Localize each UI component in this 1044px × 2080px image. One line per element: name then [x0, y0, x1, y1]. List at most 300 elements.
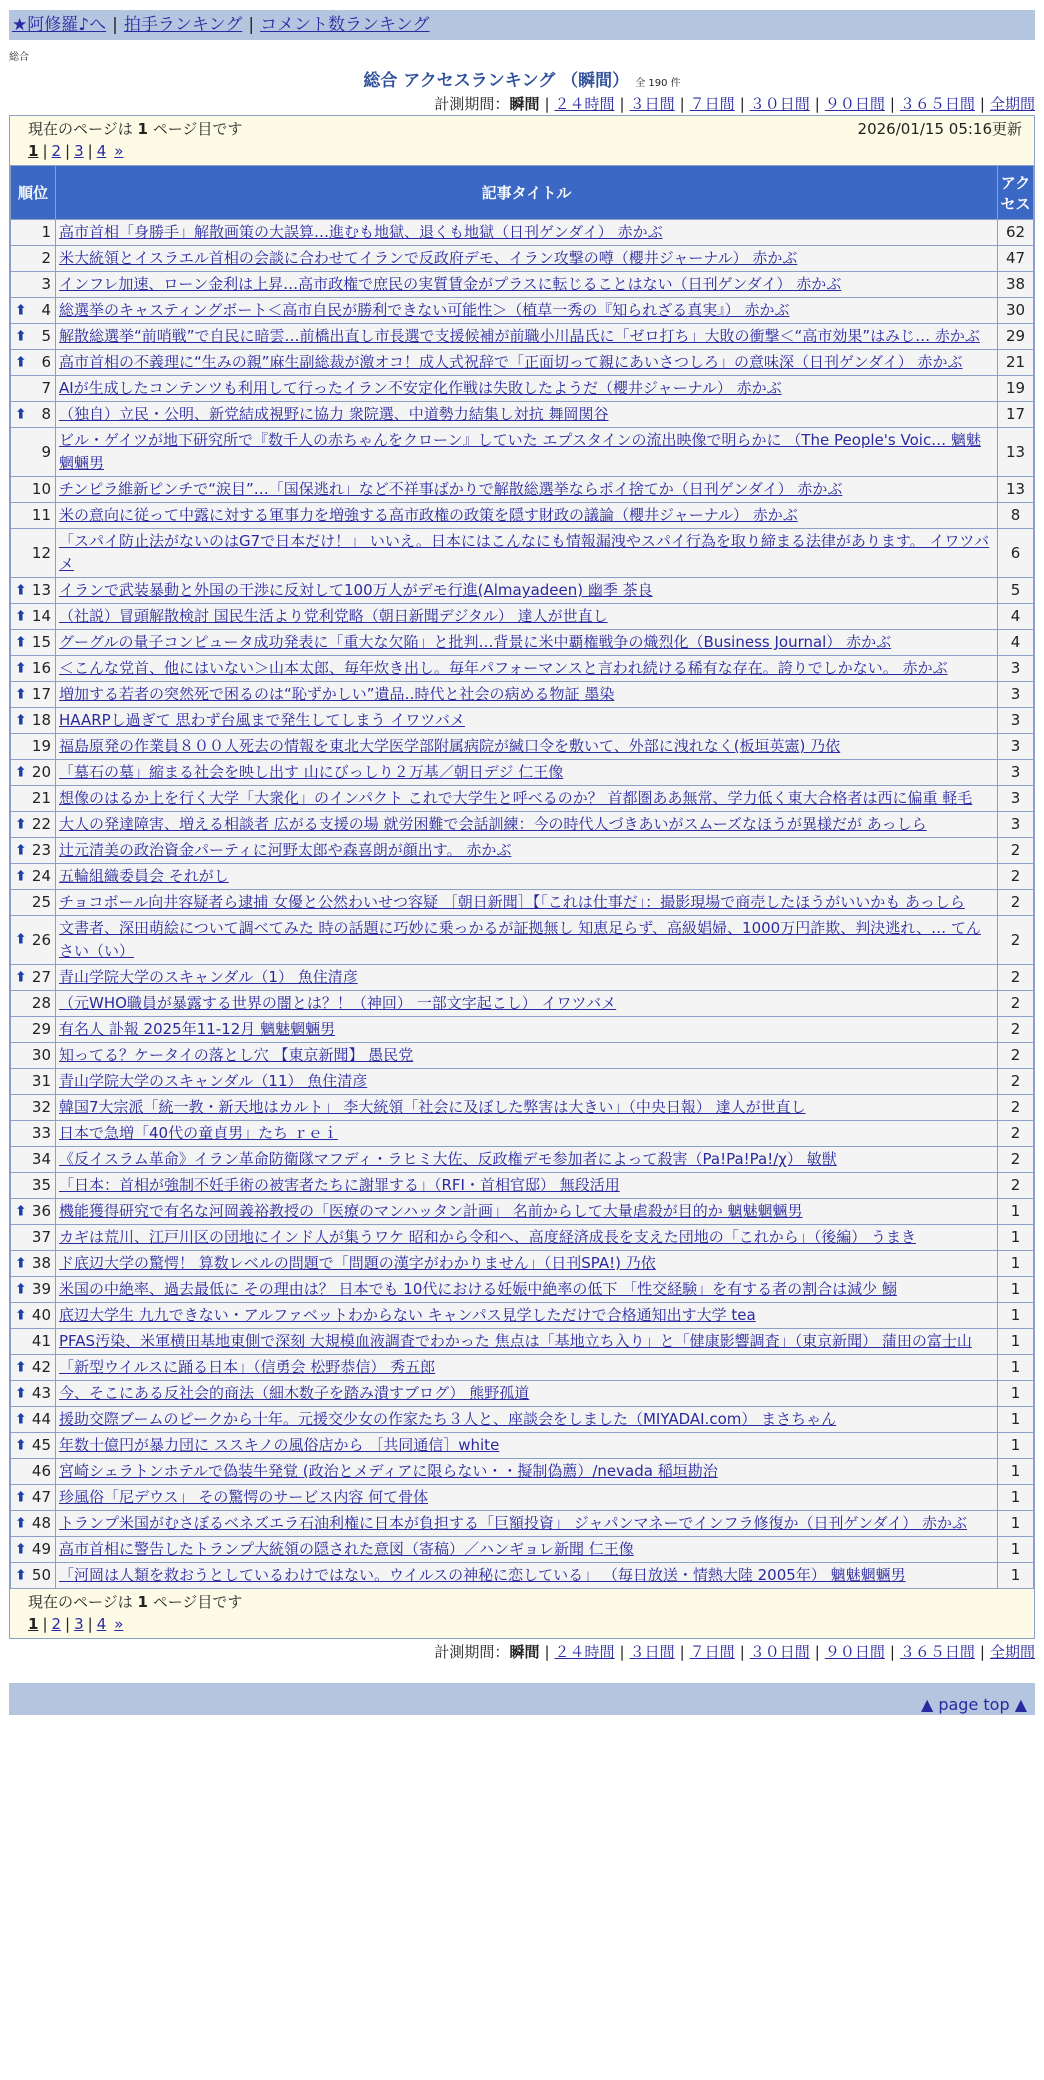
title-cell — [56, 1433, 998, 1459]
rank-cell — [11, 1173, 56, 1199]
title-cell — [56, 1381, 998, 1407]
title-cell — [56, 1069, 998, 1095]
access-count: 29 — [998, 324, 1034, 350]
article-link[interactable]: 宮崎シェラトンホテルで偽装牛発覚 (政治とメディアに限らない・・擬制偽薦）/nevada 稲垣勘治 — [59, 1462, 718, 1480]
period-label: 計測期間： — [434, 1643, 510, 1661]
period-option-link[interactable]: ９０日間 — [824, 1643, 885, 1661]
rank-cell — [11, 760, 56, 786]
period-separator: | — [544, 95, 550, 113]
title-cell — [56, 1329, 998, 1355]
article-link[interactable]: 青山学院大学のスキャンダル（11） 魚住清彦 — [59, 1072, 368, 1090]
pager-top — [10, 116, 1034, 165]
title-cell — [56, 324, 998, 350]
rank-number: 37 — [31, 1228, 51, 1246]
rank-cell — [11, 1329, 56, 1355]
rank-number: 32 — [31, 1098, 51, 1116]
period-option-link[interactable]: 全期間 — [989, 1643, 1035, 1661]
access-count: 2 — [998, 1069, 1034, 1095]
up-arrow-icon: ⬆ — [15, 608, 27, 624]
access-count: 1 — [998, 1199, 1034, 1225]
rank-number: 27 — [31, 968, 51, 986]
rank-number: 50 — [31, 1566, 51, 1584]
table-row — [11, 1251, 1034, 1277]
title-cell — [56, 246, 998, 272]
article-link[interactable]: 辻元清美の政治資金パーティに河野太郎や森喜朗が顔出す。 赤かぶ — [59, 841, 512, 859]
period-separator: | — [544, 1643, 550, 1661]
table-row — [11, 890, 1034, 916]
rank-cell — [11, 1433, 56, 1459]
title-cell — [56, 529, 998, 578]
page-top-link[interactable]: ▲ page top ▲ — [920, 1695, 1027, 1714]
period-label: 計測期間： — [434, 95, 510, 113]
access-count: 62 — [998, 220, 1034, 246]
period-option-link[interactable]: ２４時間 — [554, 95, 615, 113]
table-row — [11, 1043, 1034, 1069]
access-count: 19 — [998, 376, 1034, 402]
up-arrow-icon: ⬆ — [15, 686, 27, 702]
up-arrow-icon: ⬆ — [15, 1385, 27, 1401]
title-cell — [56, 734, 998, 760]
up-arrow-icon: ⬆ — [15, 302, 27, 318]
rank-number: 21 — [31, 789, 51, 807]
access-count: 3 — [998, 708, 1034, 734]
title-cell — [56, 890, 998, 916]
table-row — [11, 402, 1034, 428]
period-separator: | — [739, 1643, 745, 1661]
rank-number: 15 — [31, 633, 51, 651]
title-cell — [56, 656, 998, 682]
rank-cell — [11, 838, 56, 864]
period-separator: | — [979, 1643, 985, 1661]
table-row — [11, 604, 1034, 630]
up-arrow-icon: ⬆ — [15, 1359, 27, 1375]
access-count: 2 — [998, 1147, 1034, 1173]
ranking-panel — [9, 115, 1035, 1639]
rank-cell — [11, 991, 56, 1017]
table-row — [11, 1511, 1034, 1537]
home-link[interactable]: ★阿修羅♪へ — [12, 15, 107, 35]
period-current: 瞬間 — [509, 1643, 540, 1661]
access-count: 1 — [998, 1407, 1034, 1433]
up-arrow-icon: ⬆ — [15, 1541, 27, 1557]
rank-cell — [11, 1017, 56, 1043]
rank-number: 19 — [31, 737, 51, 755]
rank-cell — [11, 1355, 56, 1381]
updated-timestamp: 2026/01/15 05:16更新 — [857, 120, 1022, 138]
period-separator: | — [979, 95, 985, 113]
up-arrow-icon: ⬆ — [15, 969, 27, 985]
title-cell — [56, 708, 998, 734]
up-arrow-icon: ⬆ — [15, 354, 27, 370]
table-row — [11, 1407, 1034, 1433]
table-row — [11, 708, 1034, 734]
title-cell — [56, 812, 998, 838]
next-page-link[interactable]: » — [114, 1615, 124, 1633]
access-count: 2 — [998, 890, 1034, 916]
rank-cell — [11, 1485, 56, 1511]
table-row — [11, 477, 1034, 503]
up-arrow-icon: ⬆ — [15, 842, 27, 858]
article-link[interactable]: 「墓石の墓」縮まる社会を映し出す 山にびっしり２万基／朝日デジ 仁王像 — [59, 763, 564, 781]
table-row — [11, 272, 1034, 298]
rank-number: 40 — [31, 1306, 51, 1324]
table-row — [11, 428, 1034, 477]
article-link[interactable]: イランで武装暴動と外国の干渉に反対して100万人がデモ行進(Almayadeen) 幽季 茶良 — [59, 581, 653, 599]
period-separator: | — [889, 1643, 895, 1661]
article-link[interactable]: （元WHO職員が暴露する世界の闇とは？！（神回） 一部文字起こし） イワツバメ — [59, 994, 617, 1012]
rank-cell — [11, 1511, 56, 1537]
page-title — [9, 66, 1035, 91]
up-arrow-icon: ⬆ — [15, 660, 27, 676]
rank-cell — [11, 477, 56, 503]
page-current: 1 — [28, 142, 39, 160]
article-link[interactable]: グーグルの量子コンピュータ成功発表に「重大な欠陥」と批判…背景に米中覇権戦争の熾烈化（Business Journal） 赤かぶ — [59, 633, 892, 651]
page-separator: | — [65, 1615, 71, 1633]
rank-cell — [11, 734, 56, 760]
access-count: 47 — [998, 246, 1034, 272]
access-count: 1 — [998, 1225, 1034, 1251]
title-cell — [56, 965, 998, 991]
article-link[interactable]: 高市首相に警告したトランプ大統領の隠された意図（寄稿）／ハンギョレ新聞 仁王像 — [59, 1540, 634, 1558]
title-cell — [56, 1459, 998, 1485]
table-row — [11, 1563, 1034, 1589]
table-row — [11, 298, 1034, 324]
article-link[interactable]: チョコボール向井容疑者ら逮捕 女優と公然わいせつ容疑 ［朝日新聞］【「これは仕事だ」：撮影現場で商売したほうがいいかも あっしら — [59, 893, 965, 911]
article-link[interactable]: 「新型ウイルスに踊る日本」（信勇会 松野恭信） 秀五郎 — [59, 1358, 436, 1376]
table-row — [11, 529, 1034, 578]
pager-links — [28, 140, 1022, 162]
article-link[interactable]: トランプ米国がむさぼるベネズエラ石油利権に日本が負担する「巨額投資」 ジャパンマネーでインフラ修復か（日刊ゲンダイ） 赤かぶ — [59, 1514, 968, 1532]
article-link[interactable]: 援助交際ブームのピークから十年。元援交少女の作家たち３人と、座談会をしました（MIYADAI.com） まさちゃん — [59, 1410, 837, 1428]
access-count: 1 — [998, 1511, 1034, 1537]
article-link[interactable]: 「日本：首相が強制不妊手術の被害者たちに謝罪する」（RFI・首相官邸） 無段活用 — [59, 1176, 620, 1194]
access-count: 2 — [998, 1043, 1034, 1069]
rank-column-header: 順位 — [11, 166, 56, 220]
title-cell — [56, 1121, 998, 1147]
article-link[interactable]: 想像のはるか上を行く大学「大衆化」のインパクト これで大学生と呼べるのか？ 首都圏ああ無常、学力低く東大合格者は西に偏重 軽毛 — [59, 789, 973, 807]
title-cell — [56, 220, 998, 246]
table-row — [11, 864, 1034, 890]
title-cell — [56, 1017, 998, 1043]
rank-number: 11 — [31, 506, 51, 524]
rank-cell — [11, 812, 56, 838]
access-count: 1 — [998, 1563, 1034, 1589]
period-option-link[interactable]: ９０日間 — [824, 95, 885, 113]
title-cell — [56, 916, 998, 965]
access-count: 3 — [998, 760, 1034, 786]
rank-cell — [11, 272, 56, 298]
title-cell — [56, 272, 998, 298]
top-nav-bar: ★阿修羅♪へ | 拍手ランキング | コメント数ランキング — [9, 10, 1035, 40]
table-row — [11, 1173, 1034, 1199]
page-separator: | — [65, 142, 71, 160]
title-cell — [56, 1277, 998, 1303]
article-link[interactable]: ＜こんな党首、他にはいない＞山本太郎、毎年炊き出し。毎年パフォーマンスと言われ続ける稀有な存在。誇りでしかない。 赤かぶ — [59, 659, 948, 677]
page-status-prefix: 現在のページは — [28, 120, 138, 138]
title-cell — [56, 1563, 998, 1589]
table-row — [11, 1121, 1034, 1147]
up-arrow-icon: ⬆ — [15, 582, 27, 598]
access-count: 3 — [998, 656, 1034, 682]
table-row — [11, 376, 1034, 402]
rank-number: 44 — [31, 1410, 51, 1428]
article-link[interactable]: 「河岡は人類を救おうとしているわけではない。ウイルスの神秘に恋している」 （毎日放送・情熱大陸 2005年） 魑魅魍魎男 — [59, 1566, 906, 1584]
period-separator: | — [619, 1643, 625, 1661]
article-link[interactable]: 底辺大学生 九九できない・アルファベットわからない キャンパス見学しただけで合格通知出す大学 tea — [59, 1306, 756, 1324]
article-link[interactable]: 日本で急増「40代の童貞男」たち ｒｅｉ — [59, 1124, 338, 1142]
article-link[interactable]: カギは荒川、江戸川区の団地にインド人が集うワケ 昭和から令和へ、高度経済成長を支えた団地の「これから」（後編） うまき — [59, 1228, 917, 1246]
title-cell — [56, 1173, 998, 1199]
article-link[interactable]: 米大統領とイスラエル首相の会談に合わせてイランで反政府デモ、イラン攻撃の噂（櫻井ジャーナル） 赤かぶ — [59, 249, 798, 267]
article-link[interactable]: 年数十億円が暴力団に ススキノの風俗店から ［共同通信］white — [59, 1436, 500, 1454]
period-separator: | — [814, 95, 820, 113]
article-link[interactable]: 増加する若者の突然死で困るのは“恥ずかしい”遺品‥時代と社会の病める物証 墨染 — [59, 685, 615, 703]
up-arrow-icon: ⬆ — [15, 764, 27, 780]
rank-cell — [11, 324, 56, 350]
article-link[interactable]: PFAS汚染、米軍横田基地東側で深刻 大規模血液調査でわかった 焦点は「基地立ち入り」と「健康影響調査」（東京新聞） 蒲田の富士山 — [59, 1332, 972, 1350]
title-cell — [56, 428, 998, 477]
period-option-link[interactable]: ３日間 — [629, 1643, 675, 1661]
article-link[interactable]: ド底辺大学の驚愕！ 算数レベルの問題で「問題の漢字がわかりません」（日刊SPA!) 乃依 — [59, 1254, 656, 1272]
title-cell — [56, 503, 998, 529]
title-cell — [56, 864, 998, 890]
access-count: 2 — [998, 864, 1034, 890]
article-link[interactable]: 解散総選挙“前哨戦”で自民に暗雲…前橋出直し市長選で支援候補が前職小川晶氏に「ゼロ打ち」大敗の衝撃＜“高市効果”はみじ… 赤かぶ — [59, 327, 980, 345]
article-link[interactable]: ビル・ゲイツが地下研究所で『数千人の赤ちゃんをクローン』していた エプスタインの流出映像で明らかに （The People's Voic… 魑魅魍魎男 — [59, 431, 981, 472]
table-row — [11, 1147, 1034, 1173]
period-separator: | — [814, 1643, 820, 1661]
rank-cell — [11, 1277, 56, 1303]
title-cell — [56, 1147, 998, 1173]
period-separator: | — [739, 95, 745, 113]
page-link[interactable]: 2 — [51, 142, 62, 160]
access-count: 1 — [998, 1537, 1034, 1563]
article-link[interactable]: チンピラ維新ピンチで“涙目”…「国保逃れ」など不祥事ばかりで解散総選挙ならポイ捨てか（日刊ゲンダイ） 赤かぶ — [59, 480, 843, 498]
table-row — [11, 991, 1034, 1017]
rank-number: 8 — [41, 405, 51, 423]
table-row — [11, 812, 1034, 838]
access-count: 1 — [998, 1485, 1034, 1511]
title-cell — [56, 1225, 998, 1251]
article-link[interactable]: 大人の発達障害、増える相談者 広がる支援の場 就労困難で会話訓練：今の時代人づきあいがスムーズなほうが異様だが あっしら — [59, 815, 927, 833]
access-count: 1 — [998, 1355, 1034, 1381]
title-cell — [56, 1251, 998, 1277]
rank-cell — [11, 1381, 56, 1407]
rank-number: 35 — [31, 1176, 51, 1194]
table-row — [11, 734, 1034, 760]
pager-status-row — [28, 118, 1022, 140]
period-separator: | — [679, 95, 685, 113]
article-link[interactable]: HAARPし過ぎて 思わず台風まで発生してしまう イワツバメ — [59, 711, 465, 729]
article-link[interactable]: 高市首相「身勝手」解散画策の大誤算…進むも地獄、退くも地獄（日刊ゲンダイ） 赤かぶ — [59, 223, 663, 241]
access-count: 1 — [998, 1277, 1034, 1303]
table-row — [11, 1199, 1034, 1225]
rank-number: 43 — [31, 1384, 51, 1402]
article-link[interactable]: 《反イスラム革命》イラン革命防衛隊マフディ・ラヒミ大佐、反政権デモ参加者によって殺害（Pa!Pa!Pa!/χ） 敏獣 — [59, 1150, 837, 1168]
table-row — [11, 965, 1034, 991]
article-link[interactable]: 米の意向に従って中露に対する軍事力を増強する高市政権の政策を隠す財政の議論（櫻井ジャーナル） 赤かぶ — [59, 506, 798, 524]
rank-cell — [11, 1563, 56, 1589]
access-count: 8 — [998, 503, 1034, 529]
rank-number: 48 — [31, 1514, 51, 1532]
access-count: 1 — [998, 1459, 1034, 1485]
access-count: 2 — [998, 1173, 1034, 1199]
access-count: 38 — [998, 272, 1034, 298]
table-row — [11, 1381, 1034, 1407]
article-link[interactable]: 五輪組織委員会 それがし — [59, 867, 229, 885]
page-link[interactable]: 2 — [51, 1615, 62, 1633]
rank-number: 45 — [31, 1436, 51, 1454]
up-arrow-icon: ⬆ — [15, 931, 27, 948]
article-link[interactable]: （独自）立民・公明、新党結成視野に協力 衆院選、中道勢力結集し対抗 舞岡関谷 — [59, 405, 609, 423]
article-link[interactable]: 「スパイ防止法がないのはG7で日本だけ！」 いいえ。日本にはこんなにも情報漏洩やスパイ行為を取り締まる法律があります。 イワツバメ — [59, 532, 990, 573]
table-row — [11, 916, 1034, 965]
rank-cell — [11, 965, 56, 991]
period-option-link[interactable]: ７日間 — [689, 1643, 735, 1661]
pager-links — [28, 1613, 1022, 1635]
period-option-link[interactable]: ３６５日間 — [899, 1643, 975, 1661]
table-row — [11, 1433, 1034, 1459]
table-row — [11, 1459, 1034, 1485]
page-link[interactable]: 4 — [96, 142, 107, 160]
up-arrow-icon: ⬆ — [15, 1255, 27, 1271]
page-link[interactable]: 4 — [96, 1615, 107, 1633]
article-link[interactable]: 珍風俗「尼デウス」 その驚愕のサービス内容 何て骨体 — [59, 1488, 429, 1506]
page-link[interactable]: 3 — [74, 1615, 84, 1633]
next-page-link[interactable]: » — [114, 142, 124, 160]
rank-cell — [11, 376, 56, 402]
title-cell — [56, 1199, 998, 1225]
access-count: 4 — [998, 630, 1034, 656]
rank-cell — [11, 1095, 56, 1121]
rank-cell — [11, 246, 56, 272]
rank-number: 22 — [31, 815, 51, 833]
article-link[interactable]: AIが生成したコンテンツも利用して行ったイラン不安定化作戦は失敗したようだ（櫻井ジャーナル） 赤かぶ — [59, 379, 782, 397]
article-link[interactable]: 今、そこにある反社会的商法（細木数子を踏み潰すブログ） 熊野孤道 — [59, 1384, 530, 1402]
title-cell — [56, 682, 998, 708]
table-header-row — [11, 166, 1034, 220]
article-link[interactable]: （社説）冒頭解散検討 国民生活より党利党略（朝日新聞デジタル） 達人が世直し — [59, 607, 608, 625]
period-current: 瞬間 — [509, 95, 540, 113]
period-selector-bottom — [9, 1641, 1035, 1663]
period-option-link[interactable]: 全期間 — [989, 95, 1035, 113]
table-row — [11, 1225, 1034, 1251]
up-arrow-icon: ⬆ — [15, 712, 27, 728]
title-cell — [56, 991, 998, 1017]
access-count: 1 — [998, 1303, 1034, 1329]
up-arrow-icon: ⬆ — [15, 634, 27, 650]
rank-number: 25 — [31, 893, 51, 911]
rank-number: 6 — [41, 353, 51, 371]
applause-ranking-link[interactable]: 拍手ランキング — [123, 15, 243, 35]
rank-number: 34 — [31, 1150, 51, 1168]
rank-cell — [11, 220, 56, 246]
article-link[interactable]: 文書者、深田萌絵について調べてみた 時の話題に巧妙に乗っかるが証拠無し 知恵足らず、高級娼婦、1000万円詐欺、判決逃れ、… てんさい（い） — [59, 919, 981, 960]
article-link[interactable]: 青山学院大学のスキャンダル（1） 魚住清彦 — [59, 968, 358, 986]
period-option-link[interactable]: ３６５日間 — [899, 95, 975, 113]
pager-status-row — [28, 1591, 1022, 1613]
article-link[interactable]: 総選挙のキャスティングボート＜高市自民が勝利できない可能性＞（植草一秀の『知られざる真実』） 赤かぶ — [59, 301, 790, 319]
up-arrow-icon: ⬆ — [15, 328, 27, 344]
rank-cell — [11, 1199, 56, 1225]
table-row — [11, 838, 1034, 864]
table-row — [11, 1355, 1034, 1381]
article-link[interactable]: 福島原発の作業員８００人死去の情報を東北大学医学部附属病院が緘口令を敷いて、外部に洩れなく(板垣英憲) 乃依 — [59, 737, 841, 755]
period-separator: | — [679, 1643, 685, 1661]
rank-number: 31 — [31, 1072, 51, 1090]
period-option-link[interactable]: ７日間 — [689, 95, 735, 113]
period-option-link[interactable]: ３０日間 — [749, 95, 810, 113]
article-link[interactable]: 有名人 訃報 2025年11-12月 魑魅魍魎男 — [59, 1020, 336, 1038]
table-row — [11, 578, 1034, 604]
access-count: 2 — [998, 916, 1034, 965]
title-cell — [56, 1537, 998, 1563]
table-row — [11, 220, 1034, 246]
period-option-link[interactable]: ３日間 — [629, 95, 675, 113]
table-row — [11, 1017, 1034, 1043]
comment-ranking-link[interactable]: コメント数ランキング — [260, 15, 430, 35]
title-cell — [56, 1355, 998, 1381]
rank-number: 7 — [41, 379, 51, 397]
rank-cell — [11, 864, 56, 890]
access-count: 6 — [998, 529, 1034, 578]
title-cell — [56, 350, 998, 376]
page-status — [28, 1591, 242, 1613]
pager-bottom — [10, 1589, 1034, 1638]
article-link[interactable]: 韓国7大宗派「統一教・新天地はカルト」 李大統領「社会に及ぼした弊害は大きい」（中央日報） 達人が世直し — [59, 1098, 806, 1116]
page-status-number: 1 — [137, 120, 148, 138]
article-link[interactable]: 米国の中絶率、過去最低に その理由は？ 日本でも 10代における妊娠中絶率の低下 「性交経験」を有する者の割合は減少 鰯 — [59, 1280, 897, 1298]
rank-cell — [11, 890, 56, 916]
rank-number: 9 — [41, 442, 51, 461]
access-count: 13 — [998, 477, 1034, 503]
access-count: 17 — [998, 402, 1034, 428]
rank-cell — [11, 786, 56, 812]
title-cell — [56, 760, 998, 786]
article-link[interactable]: 機能獲得研究で有名な河岡義裕教授の「医療のマンハッタン計画」 名前からして大量虐殺が目的か 魑魅魍魎男 — [59, 1202, 803, 1220]
access-count: 13 — [998, 428, 1034, 477]
article-link[interactable]: インフレ加速、ローン金利は上昇…高市政権で庶民の実質賃金がプラスに転じることはない（日刊ゲンダイ） 赤かぶ — [59, 275, 842, 293]
table-row — [11, 324, 1034, 350]
rank-number: 13 — [31, 581, 51, 599]
rank-number: 20 — [31, 763, 51, 781]
article-link[interactable]: 知ってる？ケータイの落とし穴 【東京新聞】 愚民党 — [59, 1046, 414, 1064]
up-arrow-icon: ⬆ — [15, 1567, 27, 1583]
rank-number: 36 — [31, 1202, 51, 1220]
period-option-link[interactable]: ３０日間 — [749, 1643, 810, 1661]
rank-number: 49 — [31, 1540, 51, 1558]
period-selector-top — [9, 93, 1035, 115]
rank-cell — [11, 708, 56, 734]
page-status-prefix: 現在のページは — [28, 1593, 138, 1611]
access-count: 3 — [998, 812, 1034, 838]
title-cell — [56, 477, 998, 503]
up-arrow-icon: ⬆ — [15, 1281, 27, 1297]
title-column-header: 記事タイトル — [56, 166, 998, 220]
table-row — [11, 630, 1034, 656]
page-status-suffix: ページ目です — [147, 1593, 243, 1611]
rank-number: 2 — [41, 249, 51, 267]
page-link[interactable]: 3 — [74, 142, 84, 160]
rank-number: 41 — [31, 1332, 51, 1350]
access-count: 2 — [998, 1017, 1034, 1043]
table-row — [11, 656, 1034, 682]
period-option-link[interactable]: ２４時間 — [554, 1643, 615, 1661]
rank-number: 46 — [31, 1462, 51, 1480]
rank-number: 3 — [41, 275, 51, 293]
article-link[interactable]: 高市首相の不義理に“生みの親”麻生副総裁が激オコ！成人式祝辞で「正面切って親にあいさつしろ」の意味深（日刊ゲンダイ） 赤かぶ — [59, 353, 963, 371]
rank-cell — [11, 1069, 56, 1095]
